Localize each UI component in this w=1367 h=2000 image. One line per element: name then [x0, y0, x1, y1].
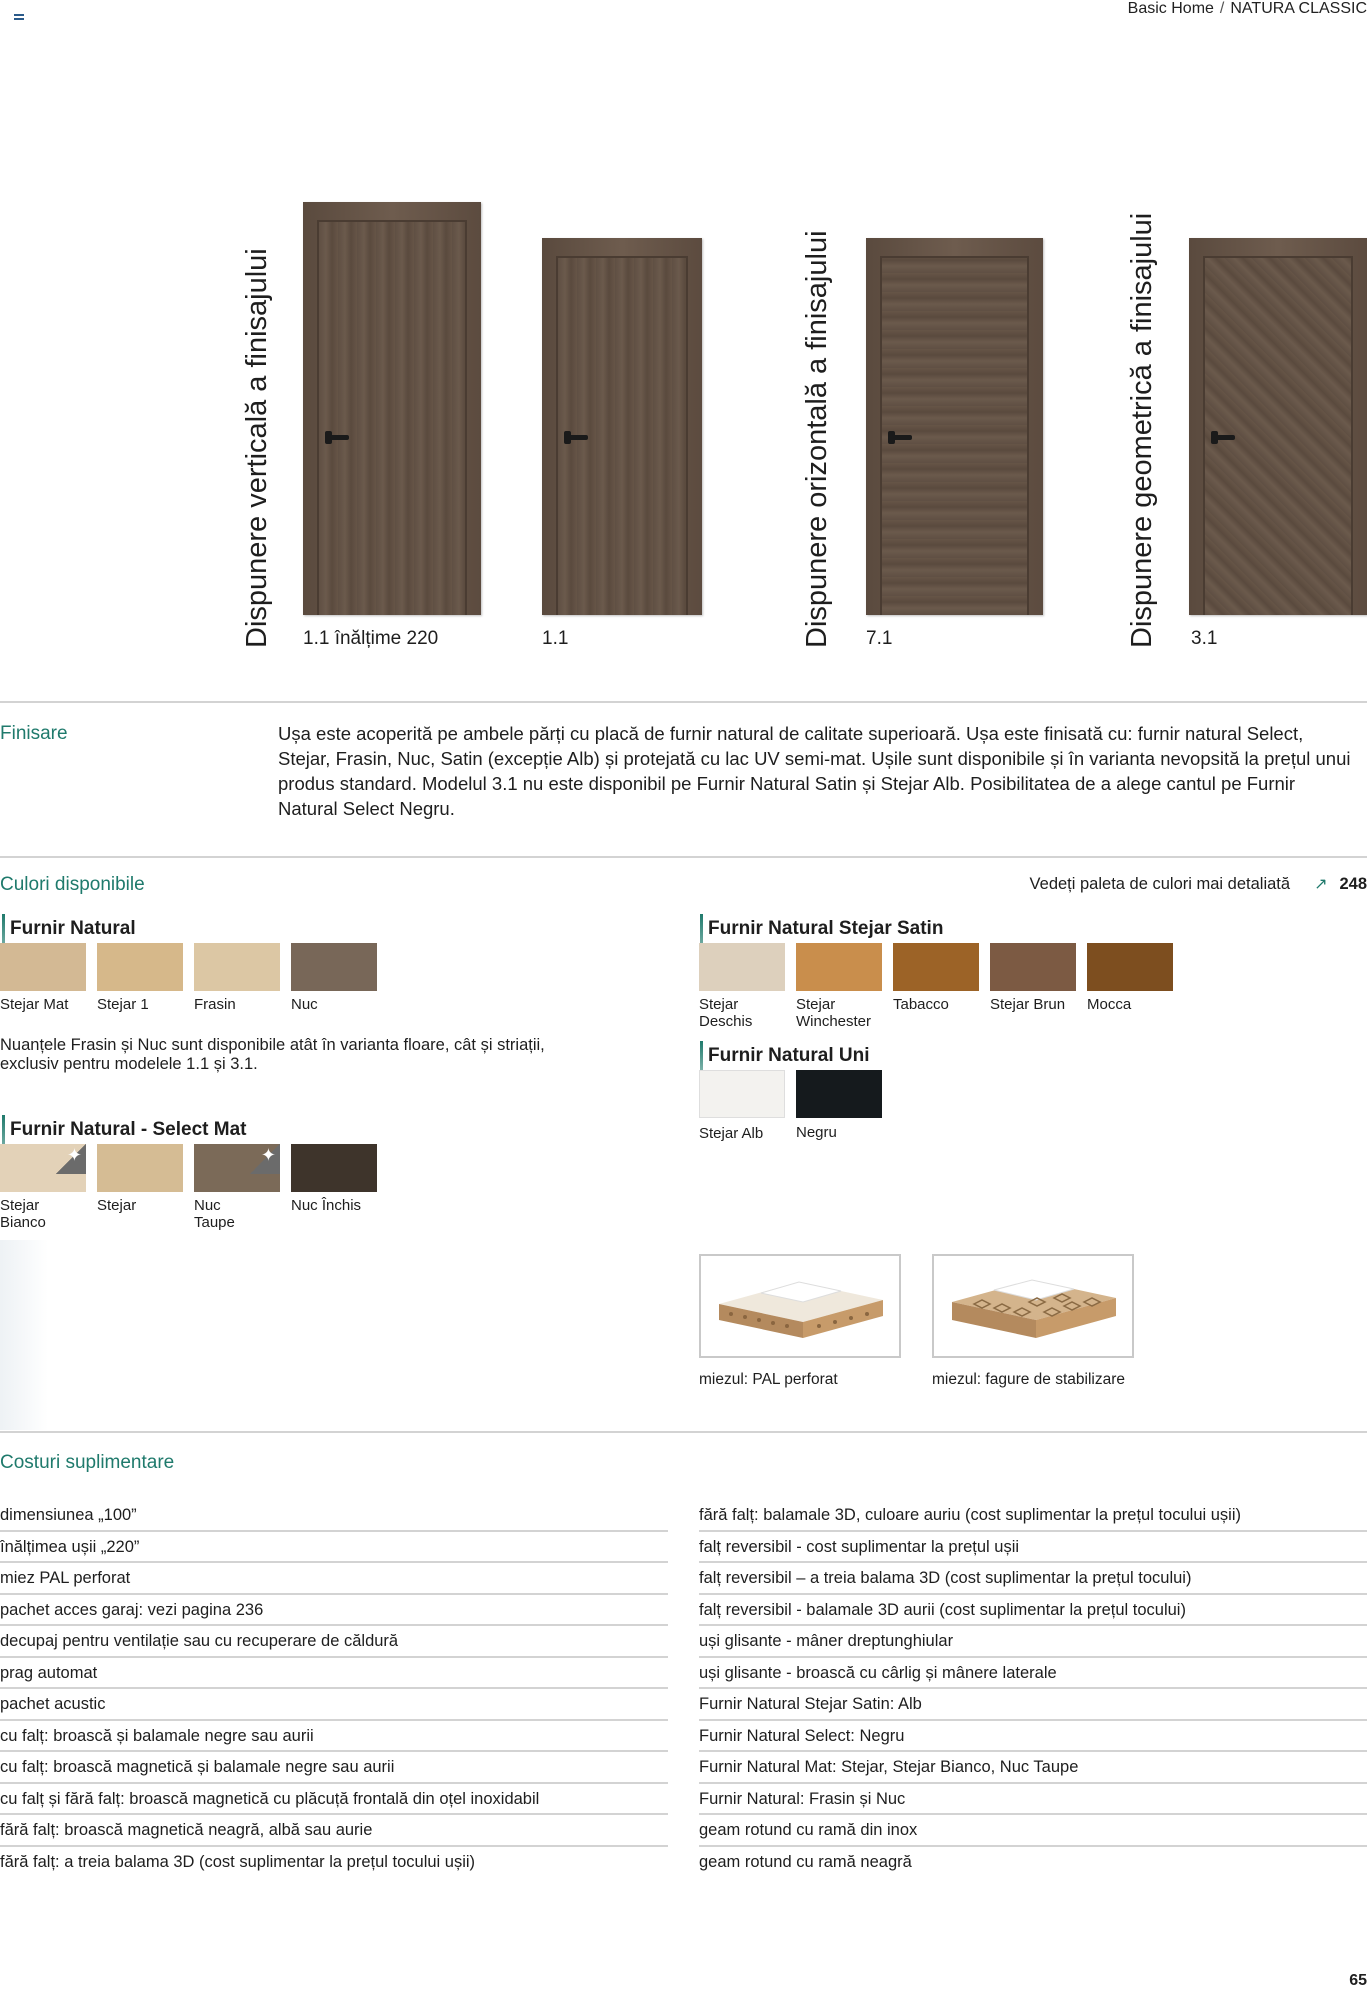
swatch-nuc-taupe[interactable]	[194, 1144, 280, 1192]
door-caption-4: 3.1	[1191, 628, 1218, 649]
cost-item: decupaj pentru ventilație sau cu recuperare de căldură	[0, 1626, 668, 1658]
cost-item: fără falț: broască magnetică neagră, albă sau aurie	[0, 1815, 668, 1847]
swatch-label: Nuc Taupe	[194, 1197, 235, 1231]
swatch-label: Negru	[796, 1124, 837, 1141]
costs-title: Costuri suplimentare	[0, 1452, 175, 1473]
swatch-label: Stejar Deschis	[699, 996, 753, 1030]
cost-item: pachet acustic	[0, 1689, 668, 1721]
palette-page-number[interactable]: 248	[1339, 875, 1367, 893]
swatch-stejar-winchester[interactable]	[796, 943, 882, 991]
costs-list-left	[0, 1500, 668, 1878]
cost-item: uși glisante - broască cu cârlig și mânere laterale	[699, 1658, 1367, 1690]
divider	[0, 856, 1367, 858]
finisare-title: Finisare	[0, 723, 68, 744]
door-handle-icon	[327, 435, 349, 440]
palette-link-text[interactable]: Vedeți paleta de culori mai detaliată	[1029, 875, 1291, 893]
swatch-label: Stejar Bianco	[0, 1197, 46, 1231]
vertical-layout-label: Dispunere verticală a finisajului	[241, 248, 273, 648]
swatch-nuc-inchis[interactable]	[291, 1144, 377, 1192]
swatch-label: Stejar Mat	[0, 996, 69, 1013]
swatch-label: Mocca	[1087, 996, 1132, 1013]
finisare-text: Ușa este acoperită pe ambele părți cu placă de furnir natural de calitate superioară. Ușa este finisată cu: furnir natural Select, Stejar, Frasin, Nuc, Satin (excepție Alb) și protejată cu lac UV semi-mat. Ușile sunt disponibile și în varianta nevopsită la prețul unui produs standard. Modelul 3.1 nu este disponibil pe Furnir Natural Satin și Stejar Alb. Posibilitatea de a alege cantul pe Furnir Natural Select Negru.	[278, 723, 1351, 819]
swatch-label: Frasin	[194, 996, 236, 1013]
swatch-frasin[interactable]	[194, 943, 280, 991]
breadcrumb-separator: /	[1219, 0, 1225, 17]
swatch-label: Tabacco	[893, 996, 949, 1013]
door-handle-icon	[566, 435, 588, 440]
swatch-mocca[interactable]	[1087, 943, 1173, 991]
cost-item: geam rotund cu ramă din inox	[699, 1815, 1367, 1847]
cost-item: cu falț: broască și balamale negre sau aurii	[0, 1721, 668, 1753]
door-caption-3: 7.1	[866, 628, 893, 649]
swatch-stejar-brun[interactable]	[990, 943, 1076, 991]
cost-item: uși glisante - mâner dreptunghiular	[699, 1626, 1367, 1658]
swatch-label: Stejar Brun	[990, 996, 1066, 1013]
swatch-label: Stejar 1	[97, 996, 149, 1013]
cost-item: dimensiunea „100”	[0, 1500, 668, 1532]
swatch-stejar-1[interactable]	[97, 943, 183, 991]
swatch-stejar-deschis[interactable]	[699, 943, 785, 991]
core-caption-2: miezul: fagure de stabilizare	[932, 1371, 1125, 1388]
cost-item: falț reversibil - cost suplimentar la prețul ușii	[699, 1532, 1367, 1564]
decorative-shape	[0, 1240, 48, 1430]
palette-link[interactable]	[1030, 874, 1367, 894]
swatch-label: Stejar	[97, 1197, 137, 1214]
group-title-uni: Furnir Natural Uni	[700, 1045, 870, 1067]
colors-title: Culori disponibile	[0, 874, 145, 895]
core-image-pal-perforat	[699, 1254, 901, 1358]
swatch-negru[interactable]	[796, 1070, 882, 1118]
cost-item: Furnir Natural Stejar Satin: Alb	[699, 1689, 1367, 1721]
menu-icon[interactable]	[14, 14, 24, 22]
cost-item: falț reversibil - balamale 3D aurii (cost suplimentar la prețul tocului)	[699, 1595, 1367, 1627]
core-image-fagure	[932, 1254, 1134, 1358]
cost-item: cu falț și fără falț: broască magnetică cu plăcuță frontală din oțel inoxidabil	[0, 1784, 668, 1816]
swatch-nuc[interactable]	[291, 943, 377, 991]
door-image-1-1-tall	[303, 202, 481, 615]
group-title-furnir-natural: Furnir Natural	[2, 918, 136, 940]
cost-item: cu falț: broască magnetică și balamale negre sau aurii	[0, 1752, 668, 1784]
door-handle-icon	[1213, 435, 1235, 440]
divider	[0, 701, 1367, 703]
cost-item: fără falț: balamale 3D, culoare auriu (cost suplimentar la prețul tocului ușii)	[699, 1500, 1367, 1532]
breadcrumb-current: NATURA CLASSIC	[1230, 0, 1367, 17]
swatch-label: Stejar Winchester	[796, 996, 872, 1030]
cost-item: falț reversibil – a treia balama 3D (cost suplimentar la prețul tocului)	[699, 1563, 1367, 1595]
geometric-layout-label: Dispunere geometrică a finisajului	[1126, 212, 1158, 648]
swatch-label: Nuc	[291, 996, 318, 1013]
sparkle-icon: ✦	[250, 1144, 280, 1174]
divider	[0, 1431, 1367, 1433]
costs-list-right	[699, 1500, 1367, 1878]
swatch-stejar-bianco[interactable]	[0, 1144, 86, 1192]
cost-item: Furnir Natural Mat: Stejar, Stejar Bianco, Nuc Taupe	[699, 1752, 1367, 1784]
cost-item: prag automat	[0, 1658, 668, 1690]
cost-item: pachet acces garaj: vezi pagina 236	[0, 1595, 668, 1627]
sparkle-icon: ✦	[56, 1144, 86, 1174]
cost-item: Furnir Natural: Frasin și Nuc	[699, 1784, 1367, 1816]
group-title-stejar-satin: Furnir Natural Stejar Satin	[700, 918, 943, 940]
colors-note: Nuanțele Frasin și Nuc sunt disponibile atât în varianta floare, cât și striații, exclusiv pentru modelele 1.1 și 3.1.	[0, 1036, 545, 1073]
door-caption-2: 1.1	[542, 628, 569, 649]
core-caption-1: miezul: PAL perforat	[699, 1371, 838, 1388]
door-image-3-1	[1189, 238, 1367, 615]
page-number: 65	[1349, 1972, 1367, 1989]
arrow-up-right-icon[interactable]: ↗	[1314, 876, 1328, 893]
horizontal-layout-label: Dispunere orizontală a finisajului	[801, 230, 833, 648]
swatch-stejar[interactable]	[97, 1144, 183, 1192]
swatch-label: Stejar Alb	[699, 1125, 764, 1142]
group-title-select-mat: Furnir Natural - Select Mat	[2, 1119, 247, 1141]
breadcrumb-root[interactable]: Basic Home	[1127, 0, 1214, 17]
swatch-stejar-mat[interactable]	[0, 943, 86, 991]
door-image-1-1	[542, 238, 702, 615]
door-handle-icon	[890, 435, 912, 440]
cost-item: fără falț: a treia balama 3D (cost suplimentar la prețul tocului ușii)	[0, 1852, 476, 1871]
pal-perforat-illustration	[701, 1256, 899, 1356]
cost-item: înălțimea ușii „220”	[0, 1532, 668, 1564]
swatch-label: Nuc Închis	[291, 1197, 362, 1214]
door-caption-1: 1.1 înălțime 220	[303, 628, 439, 649]
cost-item: geam rotund cu ramă neagră	[699, 1852, 912, 1871]
cost-item: miez PAL perforat	[0, 1563, 668, 1595]
door-image-7-1	[866, 238, 1043, 615]
breadcrumb	[1128, 0, 1367, 18]
swatch-tabacco[interactable]	[893, 943, 979, 991]
fagure-illustration	[934, 1256, 1132, 1356]
cost-item: Furnir Natural Select: Negru	[699, 1721, 1367, 1753]
swatch-stejar-alb[interactable]	[699, 1070, 785, 1118]
